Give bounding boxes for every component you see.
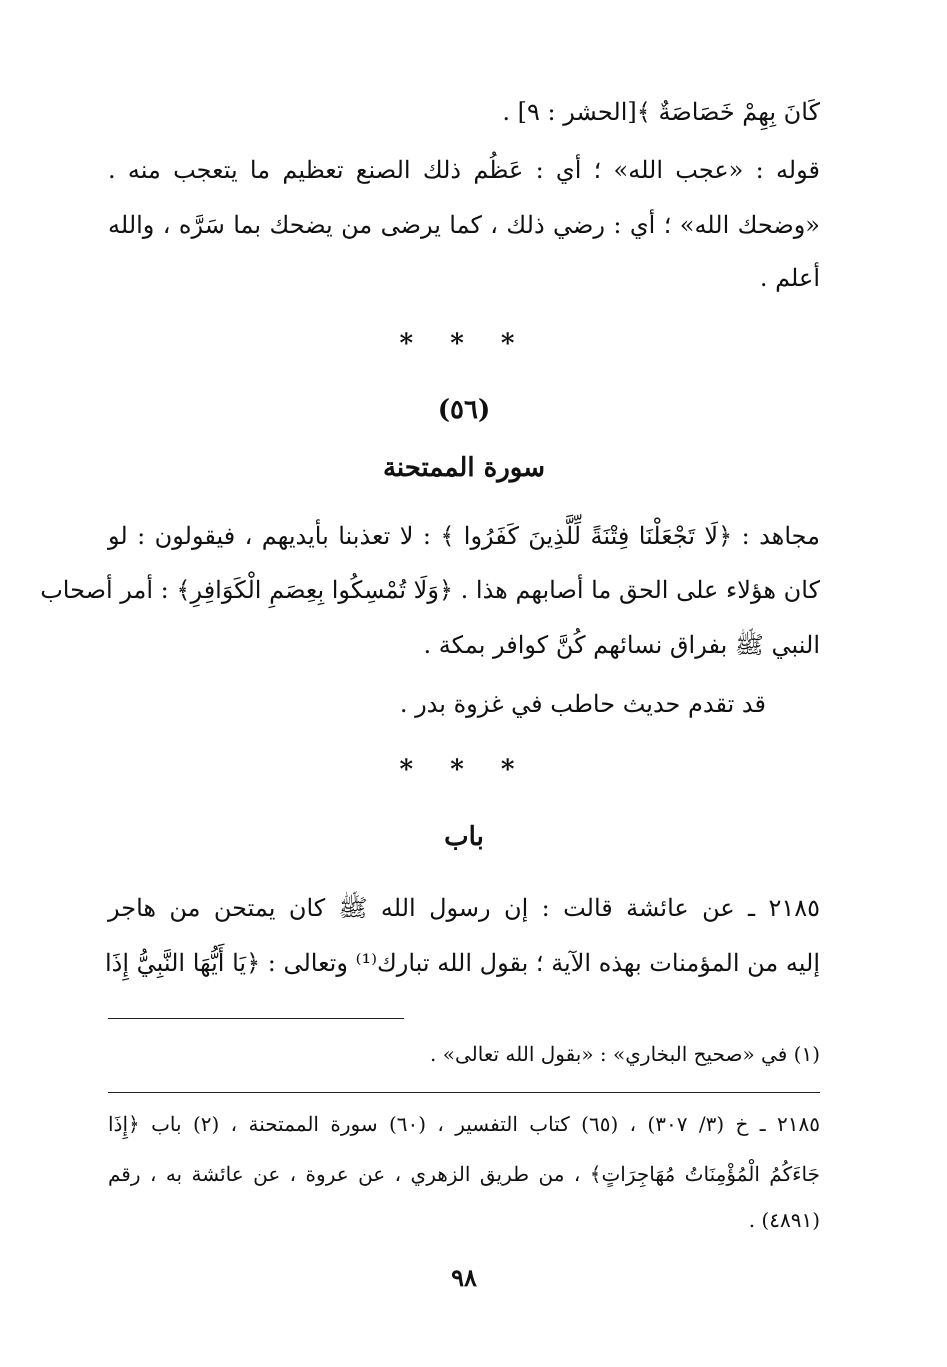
footnote-1: (١) في «صحيح البخاري» : «بقول الله تعالى» .	[430, 1042, 820, 1066]
hadith-line2: إليه من المؤمنات بهذه الآية ؛ بقول الله تبارك⁽¹⁾ وتعالى : ﴿يَا أَيُّهَا النَّبِيُّ إِذَا	[104, 949, 820, 977]
page-number: ٩٨	[451, 1263, 477, 1292]
takhrij-line2: جَاءَكُمُ الْمُؤْمِنَاتُ مُهَاجِرَاتٍ﴾ ، من طريق الزهري ، عن عروة ، عن عائشة به ، رقم	[108, 1162, 820, 1186]
takhrij-rule	[108, 1092, 820, 1093]
para1-line2: «وضحك الله» ؛ أي : رضي ذلك ، كما يرضى من يضحك بما سَرَّه ، والله	[108, 211, 820, 239]
surah-number: (٥٦)	[437, 395, 491, 425]
surah-title: سورة الممتحنة	[382, 453, 546, 483]
takhrij-line1: ٢١٨٥ ـ خ (٣/ ٣٠٧) ، (٦٥) كتاب التفسير ، (٦٠) سورة الممتحنة ، (٢) باب ﴿إِذَا	[108, 1112, 820, 1136]
para3-line: قد تقدم حديث حاطب في غزوة بدر .	[399, 690, 766, 718]
para2-line3: النبي ﷺ بفراق نسائهم كُنَّ كوافر بمكة .	[423, 631, 820, 659]
separator-stars: * * *	[399, 329, 529, 359]
para1-line1: قوله : «عجب الله» ؛ أي : عَظُم ذلك الصنع تعظيم ما يتعجب منه .	[108, 156, 820, 184]
takhrij-line3: (٤٨٩١) .	[748, 1208, 820, 1232]
separator-stars: * * *	[399, 755, 529, 785]
bab-title: باب	[444, 822, 484, 852]
para2-line2: كان هؤلاء على الحق ما أصابهم هذا . ﴿وَلَا تُمْسِكُوا بِعِصَمِ الْكَوَافِرِ﴾ : أمر أصحاب	[40, 576, 820, 604]
para2-line1: مجاهد : ﴿لَا تَجْعَلْنَا فِتْنَةً لِّلَّذِينَ كَفَرُوا ﴾ : لا تعذبنا بأيديهم ، فيقولون : لو	[108, 522, 820, 550]
para1-line3: أعلم .	[759, 264, 820, 292]
hadith-line1: ٢١٨٥ ـ عن عائشة قالت : إن رسول الله ﷺ كان يمتحن من هاجر	[108, 894, 820, 922]
top-verse-line: كَانَ بِهِمْ خَصَاصَةٌ ﴾[الحشر : ٩] .	[502, 98, 820, 126]
footnote-rule	[108, 1018, 404, 1019]
